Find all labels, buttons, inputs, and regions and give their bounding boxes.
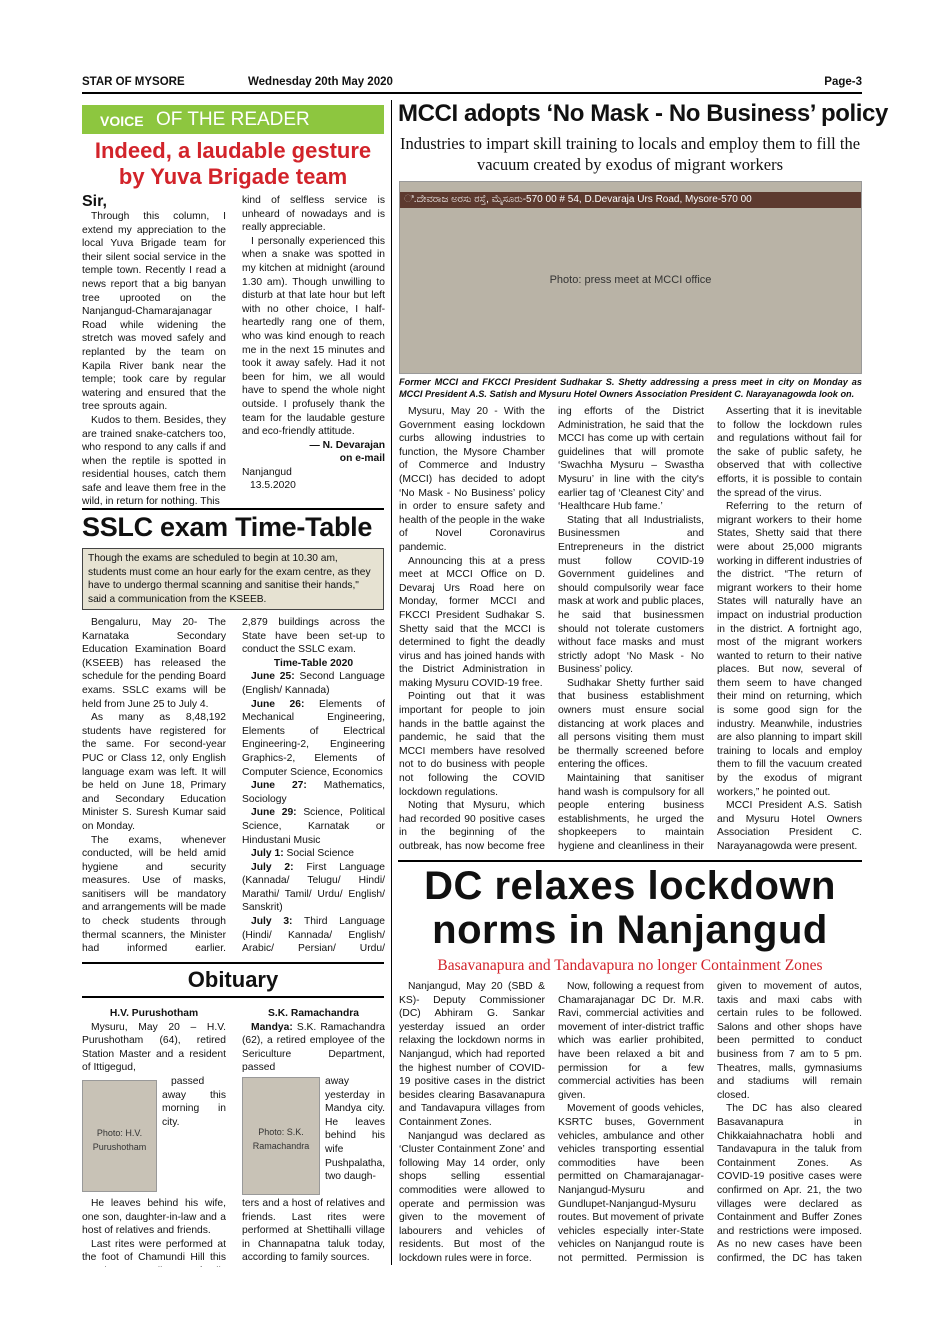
timetable-date: June 27: [251, 780, 307, 792]
mcci-para: Sudhakar Shetty further said that business establishment owners must ensure social distancing at work places and all persons visiting them must be thermally screened before entering the offices. [558, 677, 704, 771]
dc-col-1 [399, 980, 545, 1265]
obit-text: He leaves behind his wife, one son, daughter-in-law and a host of relatives and friends. [82, 1197, 226, 1237]
dc-para: Nanjangud was declared as ‘Cluster Containment Zone’ and following May 14 order, only shops selling essential commodities were allowed to operate and permission was given to the movement of labourers and vehicles of residents. But most of the lockdown rules were in force. [399, 1130, 545, 1264]
obit-photo-ramachandra [242, 1077, 320, 1195]
dc-col-3 [717, 980, 862, 1265]
sslc-intro: 2,879 buildings across the State have been set-up to conduct the SSLC exam. [242, 617, 385, 656]
mcci-para: Asserting that it is inevitable to follow the lockdown rules and regulations without fail for the sake of public safety, he observed that with collective efforts, it is possible to contain the spread of the virus. [717, 406, 862, 499]
obit-name-1: H.V. Purushotham [109, 1008, 199, 1019]
obit-text: Mysuru, May 20 – H.V. Purushotham (64), retired Station Master and a resident of Ittigegud, [82, 1021, 226, 1074]
voice-col-1 [82, 194, 226, 506]
mcci-subhead: Industries to impart skill training to locals and employ them to fill the vacuum created by exodus of migrant workers [399, 134, 861, 174]
page-header [82, 76, 862, 92]
obit-photo-label: Photo: S.K. Ramachandra [252, 1126, 310, 1151]
dc-headline [398, 864, 862, 952]
voice-tag-b: OF THE READER [156, 109, 310, 130]
dc-para: given to movement of autos, taxis and maxi cabs with certain rules to be followed. Salons and other shops have been permitted to conduct business from 7 am to 5 pm. Theatres, malls, gymnasiums and stadiums will remain closed. [717, 981, 862, 1101]
section-rule [82, 508, 384, 510]
mcci-photo-label: Photo: press meet at MCCI office [549, 274, 712, 286]
obituary-rule [82, 996, 384, 998]
timetable-date: July 2: [251, 861, 294, 873]
mcci-photo-banner: ಿ.ದೇವರಾಜ ಅರಸು ರಸ್ತೆ, ಮೈಸೂರು-570 00 # 54, D.Devaraja Urs Road, Mysore-570 00 [400, 192, 861, 208]
timetable-row [242, 915, 385, 954]
mcci-col-3 [717, 405, 862, 855]
dc-headline-2: norms in Nanjangud [432, 908, 828, 952]
voice-col-2 [242, 194, 385, 506]
timetable-row [242, 861, 385, 915]
timetable-row [242, 779, 385, 806]
mcci-para: Noting that Mysuru, which had recorded 90 positive cases in the beginning of the outbreak, has now become free [399, 800, 545, 852]
voice-banner [82, 105, 384, 134]
obit-lead: Mandya: [251, 1021, 293, 1033]
sslc-para: As many as 8,48,192 students have registered for the same. For second-year PUC or Class 12, only English language exam was left. It will be held on June 18, Primary and Secondary Education Minister S. Suresh Kumar said on Monday. [82, 712, 226, 832]
obit-photo-purushotham [82, 1080, 157, 1192]
voice-para: kind of selfless service is unheard of nowadays and is really appreciable. [242, 195, 385, 234]
section-rule [82, 962, 384, 964]
mcci-para: ing efforts of the District Administration, he said that the MCCI has come up with certain guidelines that will promote ‘Swachha Mysuru – Swastha Mysuru’ in line with the city's earlier tag of ‘Cleanest City’ and ‘Healthcare Hub fame.’ [558, 406, 704, 513]
obit-text: S.K. Ramachandra (62), a retired employee of the Sericulture Department, passed [242, 1021, 385, 1074]
timetable-subjects: Second Language (English/ Kannada) [242, 671, 385, 696]
timetable-row [242, 806, 385, 847]
dc-para: The DC has also cleared Basavanapura in Chikkaiahnachatra hobli and Tandavapura in the taluk from Containment Zones. As COVID-19 positive cases were confirmed on Apr. 21, the two villages were declared as Containment and Buffer Zones and restrictions were imposed. As no new cases have been confirmed, the DC has taken [717, 1103, 862, 1264]
timetable-row [242, 698, 385, 780]
dc-para: Movement of goods vehicles, KSRTC buses, Government vehicles, ambulance and other vehicles transporting essential commodities have been permitted on Chamarajanagar-Nanjangud-Mysuru and Gundlupet-Nanjangud-Mysuru routes. But movement of private vehicles especially inter-State vehicles on Nanjangud route is not permitted. Permission is [558, 1103, 704, 1264]
timetable-date: July 3: [251, 916, 293, 928]
mcci-para: Mysuru, May 20 - With the Government easing lockdown curbs allowing industries to function, the Mysore Chamber of Commerce and Industry (MCCI) has decided to adopt ‘No Mask - No Business’ policy in order to ensure safety and health of the people in the wake of Novel Coronavirus pandemic. [399, 406, 545, 553]
issue-date: Wednesday 20th May 2020 [248, 76, 393, 88]
timetable-date: June 29: [251, 807, 297, 819]
obit-text: passed away this morning in city. [162, 1075, 226, 1128]
sslc-col-1 [82, 616, 226, 954]
mcci-para: Referring to the return of migrant workers to their home States, Shetty said that there were about 25,000 migrants working in different industries of the district. “The return of migrant workers to their home States will naturally have an impact on industrial production in the district. A fortnight ago, most of the migrant workers wanted to return to their native places. But now, several of them seem to have changed their mind on returning, which is some good sign for the industry. Meanwhile, industries are also planning to impart skill training to locals and employ them to fill the vacuum created by the exodus of migrant workers,” he pointed out. [717, 501, 862, 798]
voice-salutation: Sir, [82, 194, 107, 210]
mcci-caption: Former MCCI and FKCCI President Sudhakar S. Shetty addressing a press meet in city on Monday as MCCI President A.S. Satish and Mysuru Hotel Owners Association President C. Narayanagowda look on. [399, 377, 862, 399]
timetable-subjects: Science, Political Science, Karnatak or Hindustani Music [242, 807, 385, 846]
timetable-subjects: Mathematics, Sociology [242, 780, 385, 805]
sslc-callout: Though the exams are scheduled to begin at 10.30 am, students must come an hour early for the exam centre, as they have to undergo thermal scanning and sanitise their hands," said a communication from the KSEEB. [82, 548, 384, 610]
header-rule [82, 92, 862, 94]
dc-para: Nanjangud, May 20 (SBD & KS)- Deputy Commissioner (DC) Abhiram G. Sankar yesterday issued an order relaxing the lockdown norms in Nanjangud, which had reported the highest number of COVID-19 positive cases in the district besides clearing Basavanapura and Tandavapura villages from Containment Zones. [399, 981, 545, 1128]
timetable-subjects: Third Language (Hindi/ Kannada/ English/ Arabic/ Persian/ Urdu/ [242, 916, 385, 954]
page-number: Page-3 [824, 76, 862, 88]
timetable-title: Time-Table 2020 [273, 657, 354, 669]
timetable-subjects: First Language (Kannada/ Telugu/ Hindi/ Marathi/ Tamil/ Urdu/ English/ Sanskrit) [242, 861, 385, 914]
obit-text: Last rites were performed at the foot of Chamundi Hill this [82, 1238, 226, 1264]
voice-headline-1: Indeed, a laudable gesture [94, 138, 372, 163]
voice-tag-a: VOICE [100, 113, 144, 129]
dc-headline-1: DC relaxes lockdown [424, 864, 836, 908]
sslc-headline: SSLC exam Time-Table [82, 512, 373, 542]
timetable-date: June 26: [251, 698, 305, 710]
timetable-list [242, 670, 385, 954]
dc-para: Now, following a request from Chamarajanagar DC Dr. M.R. Ravi, commercial activities and movement of inter-district traffic which was earlier prohibited, have been relaxed a bit and permission for a few commercial activities has been given. [558, 981, 704, 1101]
voice-headline-2: by Yuva Brigade team [118, 164, 348, 189]
voice-place: Nanjangud [242, 466, 292, 478]
voice-para: Kudos to them. Besides, they are trained snake-catchers too, who respond to any calls if and when the reptile is spotted in residential houses, catch them safe and leave them free in the wild, in return for nothing. This [82, 414, 226, 506]
obit-wrap [325, 1075, 385, 1184]
voice-sign-via: on e-mail [339, 453, 385, 465]
obituary-headline: Obituary [187, 967, 279, 992]
timetable-subjects: Social Science [286, 848, 355, 860]
dc-col-2 [558, 980, 704, 1265]
sslc-para: Bengaluru, May 20- The Karnataka Secondary Education Examination Board (KSEEB) has released the schedule for the pending Board exams. SSLC exams will be held from June 25 to July 4. [82, 617, 226, 710]
voice-para: Through this column, I extend my appreciation to the local Yuva Brigade team for their silent social service in the temple town. Recently I read a news report that a big banyan tree uprooted on the Nanjangud-Chamarajanagar Road while widening the stretch was moved safely and replanted by the team on Kapila River bank near the temple; took care by regular watering and ensured that the tree sprouts again. [82, 211, 226, 413]
dc-subhead: Basavanapura and Tandavapura no longer Containment Zones [437, 957, 823, 974]
mcci-col-2 [558, 405, 704, 855]
mcci-para: Announcing this at a press meet at MCCI Office on D. Devaraj Urs Road here on Monday, former MCCI and FKCCI President Sudhakar S. Shetty said that the MCCI is determined to fight the deadly virus and has joined hands with the District Administration in making Mysuru COVID-19 free. [399, 555, 545, 689]
section-rule [398, 860, 862, 862]
mcci-para: MCCI President A.S. Satish and Mysuru Hotel Owners Association President C. Narayanagowda were present. [717, 800, 862, 852]
mcci-para: Stating that all Industrialists, Businessmen and Entrepreneurs in the district must follow COVID-19 Government guidelines and should compulsorily wear face mask at work and public places, he said that businessmen should not tolerate customers without face masks and must strictly adopt ‘No Mask - No Business’ policy. [558, 514, 704, 676]
timetable-row [242, 847, 385, 861]
mcci-photo [399, 181, 862, 374]
voice-headline [82, 138, 384, 190]
voice-para: I personally experienced this when a snake was spotted in my kitchen at midnight (around 1.30 am). Though unwilling to disturb at that late hour but left with no other choice, I half-heartedly rang one of them, who was kind enough to reach me in the next 15 minutes and took it away safely. Had it not been for him, we all would have to spend the whole night outside. I profusely thank the team for the laudable gesture and eco-friendly attitude. [242, 235, 385, 438]
mcci-para: Maintaining that sanitiser hand wash is compulsory for all people entering business establishments, he urged the shopkeepers to maintain hygiene and cleanliness in their [558, 773, 704, 852]
timetable-date: July 1: [251, 848, 284, 860]
timetable-date: June 25: [251, 671, 295, 683]
voice-signature: — N. Devarajan [309, 439, 385, 451]
obit-text: ters and a host of relatives and friends. Last rites were performed at Shettihalli village in Channapatna taluk today, according to family sources. [242, 1197, 385, 1264]
obit-text: away yesterday in Mandya city. He leaves behind his wife Pushpalatha, two daugh- [325, 1075, 385, 1183]
sslc-para: The exams, whenever conducted, will be held amid hygiene and security measures. Use of masks, sanitisers will be mandatory and arrangements will be made to check students through thermal scanners, the Minister had informed earlier. [82, 834, 226, 954]
obit-name-2: S.K. Ramachandra [268, 1008, 359, 1019]
column-separator [391, 100, 392, 1265]
timetable-subjects: Elements of Mechanical Engineering, Elements of Electrical Engineering-2, Engineering Graphics-2, Elements of Computer Science, Economics [242, 698, 385, 778]
obit-wrap [162, 1075, 226, 1129]
mcci-para: Pointing out that it was important for people to join hands in the battle against the pandemic, he said that the MCCI members have resolved not to do business with people not following the COVID lockdown regulations. [399, 691, 545, 798]
obit-col-2 [242, 1007, 385, 1267]
voice-sign-date: 13.5.2020 [250, 480, 296, 492]
mcci-headline: MCCI adopts ‘No Mask - No Business’ policy [398, 100, 888, 127]
sslc-col-2 [242, 616, 385, 954]
obit-photo-label: Photo: H.V. Purushotham [92, 1127, 147, 1152]
obit-col-1 [82, 1007, 226, 1267]
mcci-col-1 [399, 405, 545, 855]
paper-name: STAR OF MYSORE [82, 76, 185, 88]
timetable-row [242, 670, 385, 697]
